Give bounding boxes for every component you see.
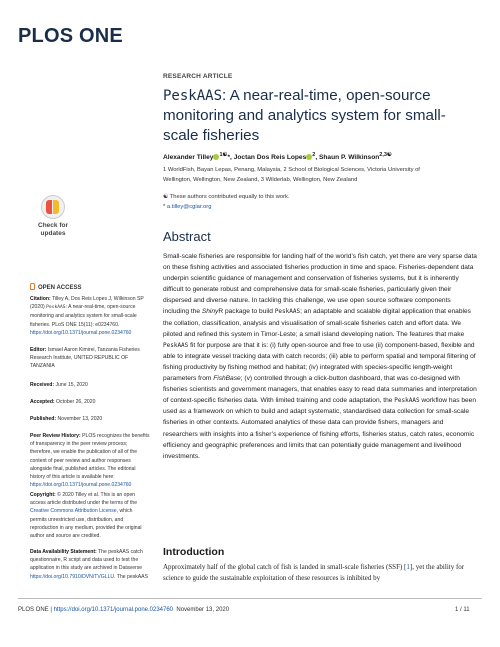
data-availability-block bbox=[30, 548, 150, 581]
citation-text: : A near-real-time, open-source monitoring and analytics system for small-scale fisheries. PLoS ONE 15(11): e0234760. bbox=[30, 304, 137, 328]
corresponding-marker: * bbox=[163, 203, 167, 210]
article-type: RESEARCH ARTICLE bbox=[163, 73, 233, 80]
received-date bbox=[30, 381, 150, 389]
intro-span: ], yet the ability for science to guide the sustainable exploitation of these resources is inhibited by bbox=[163, 563, 465, 582]
peer-review-text: PLOS recognizes the benefits of transparency in the peer review process; therefore, we enable the publication of all of the content of peer review and author responses alongside final, published articles. The editorial history of this article is available here: bbox=[30, 433, 150, 481]
reference-link[interactable]: 1 bbox=[406, 563, 410, 571]
abstract-span: Small-scale fisheries are responsible for landing half of the world’s fish catch, yet there are very sparse data on these fishing activities and associated fisheries production in time and space. Fisheries-dependent data underpin scientific guidance of management and conservation of fisheries systems, but it is inherently difficult to generate robust and comprehensive data for small-scale fisheries, particularly given their dispersed and diverse nature. In tackling this challenge, we use open source software components including the bbox=[163, 253, 477, 316]
peer-review-block bbox=[30, 432, 150, 489]
check-for-updates-badge[interactable] bbox=[32, 195, 74, 243]
citation-doi-link[interactable]: https://doi.org/10.1371/journal.pone.0234760 bbox=[30, 329, 132, 336]
email-link[interactable]: a.tilley@cgiar.org bbox=[166, 203, 212, 210]
author-name[interactable]: Shaun P. Wilkinson bbox=[319, 154, 380, 162]
title-software-name: PeskAAS bbox=[163, 88, 223, 104]
abstract-software-name: PeskAAS bbox=[163, 341, 189, 349]
abstract-italic: FishBase bbox=[213, 375, 241, 383]
intro-span: Approximately half of the global catch of fish is landed in small-scale fisheries (SSF) [ bbox=[163, 563, 407, 571]
author-affiliation-marker: 1☯ bbox=[219, 152, 228, 158]
editor-label: Editor: bbox=[30, 347, 47, 353]
introduction-text bbox=[163, 562, 477, 584]
journal-logo[interactable]: PLOS ONE bbox=[18, 25, 123, 47]
footer-date: November 13, 2020 bbox=[176, 607, 230, 613]
affiliation-line: 1 WorldFish, Bayan Lepas, Penang, Malaysia, 2 School of Biological Sciences, Victoria University of bbox=[163, 167, 420, 173]
author-name[interactable]: Joctan Dos Reis Lopes bbox=[233, 154, 307, 162]
copyright-block bbox=[30, 491, 150, 540]
affiliations bbox=[163, 166, 463, 186]
accepted-label: Accepted: bbox=[30, 399, 55, 405]
affiliation-line: Wellington, Wellington, New Zealand, 3 Wilderlab, Wellington, New Zealand bbox=[163, 176, 358, 183]
correspondence bbox=[163, 203, 463, 213]
published-date bbox=[30, 415, 150, 423]
citation-software-name: PeskAAS bbox=[46, 305, 66, 311]
abstract-span: workflow has been used as a framework on which to build and adapt systematic, standardised data collection for small-scale fisheries in other contexts. Automated analytics of these data can provide fishers, managers and researchers with insights into a fisher’s experience of fishing efforts, fisheries status, catch rates, economic efficiency and geographic preferences and limits that can potentially guide management and livelihood investments. bbox=[163, 397, 477, 460]
footer-doi-link[interactable]: https://doi.org/10.1371/journal.pone.0234760 bbox=[53, 607, 174, 613]
published-label: Published: bbox=[30, 416, 57, 422]
introduction-heading: Introduction bbox=[163, 546, 225, 558]
citation-text: Tilley A, Dos Reis Lopes J, Wilkinson SP (2020) bbox=[30, 296, 144, 311]
abstract-heading: Abstract bbox=[163, 229, 211, 244]
check-for-updates-icon bbox=[41, 195, 65, 219]
badge-label-line: Check for bbox=[38, 222, 68, 229]
abstract-span: R package to build bbox=[218, 308, 275, 316]
copyright-text: © 2020 Tilley et al. This is an open access article distributed under the terms of the bbox=[30, 492, 138, 507]
abstract-italic: Shiny bbox=[201, 308, 219, 316]
editor-block bbox=[30, 346, 150, 371]
accepted-value: October 26, 2020 bbox=[54, 399, 96, 405]
footer-divider bbox=[18, 598, 482, 599]
data-availability-label: Data Availability Statement: bbox=[30, 549, 97, 555]
open-lock-icon bbox=[30, 283, 35, 290]
page-number: 1 / 11 bbox=[455, 607, 470, 613]
received-label: Received: bbox=[30, 382, 55, 388]
corresponding-marker: *, bbox=[227, 154, 234, 162]
data-availability-text: . The peskAAS bbox=[114, 573, 148, 580]
author-affiliation-marker: 2,3☯ bbox=[379, 152, 392, 158]
copyright-text: , which permits unrestricted use, distribution, and reproduction in any medium, provided the original author and source are credited. bbox=[30, 508, 142, 540]
citation-block bbox=[30, 295, 150, 337]
title-text: : A near-real-time, open-source monitoring and analytics system for small-scale fisheries bbox=[163, 87, 446, 144]
citation-label: Citation: bbox=[30, 296, 51, 302]
abstract-span: ; an adaptable and scalable digital application that enables the collation, classification, analysis and visualisation of small-scale fisheries catch and effort data. We piloted and refined this system in Timor-Leste; a small island developing nation. The features that make bbox=[163, 308, 471, 338]
badge-label-line: updates bbox=[40, 229, 66, 237]
author-list bbox=[163, 152, 392, 161]
accepted-date bbox=[30, 398, 150, 406]
published-value: November 13, 2020 bbox=[56, 416, 103, 422]
peer-review-link[interactable]: https://doi.org/10.1371/journal.pone.0234760 bbox=[30, 482, 132, 489]
footer-info bbox=[18, 607, 229, 613]
editor-text: Ismael Aaron Kimirei, Tanzania Fisheries Research Institute, UNITED REPUBLIC OF TANZANIA bbox=[30, 347, 140, 370]
abstract-software-name: PeskAAS bbox=[394, 397, 420, 405]
license-link[interactable]: Creative Commons Attribution License bbox=[30, 508, 117, 515]
open-access-text: OPEN ACCESS bbox=[38, 285, 82, 291]
copyright-label: Copyright: bbox=[30, 492, 56, 498]
author-notes bbox=[163, 193, 463, 213]
abstract-span: ; (v) controlled through a click-button dashboard, that was co-designed with fisheries scientists and government managers, that enables easy to read data summaries and interpretation of context-specific fisheries data. With limited training and code adaptation, the bbox=[163, 375, 477, 405]
author-name[interactable]: Alexander Tilley bbox=[163, 154, 214, 162]
abstract-span: fit for purpose are that it is: (i) fully open-source and free to use (ii) component-based, flexible and able to integrate vessel tracking data with catch records; (iii) able to perform spatial and temporal filtering of fishing productivity by fishing method and habitat; (iv) integrated with species-specific length-weight parameters from bbox=[163, 341, 476, 383]
footer-separator: | bbox=[48, 607, 54, 613]
badge-label bbox=[32, 222, 74, 237]
data-availability-text: The peskAAS catch questionnaire, R script and data used to test the application in this study are archived in Dataverse bbox=[30, 549, 143, 572]
abstract-software-name: PeskAAS bbox=[274, 308, 301, 316]
dataverse-link[interactable]: https://doi.org/10.7910/DVN/TVGLLU bbox=[30, 573, 115, 580]
footer-journal: PLOS ONE bbox=[18, 607, 49, 613]
contribution-note: ☯ These authors contributed equally to this work. bbox=[163, 194, 290, 200]
received-value: June 15, 2020 bbox=[54, 382, 88, 388]
author-affiliation-marker: 2 bbox=[312, 152, 316, 158]
article-title bbox=[163, 86, 478, 146]
author-separator: , bbox=[315, 154, 319, 162]
peer-review-label: Peer Review History: bbox=[30, 433, 81, 439]
open-access-label bbox=[30, 283, 81, 291]
abstract-text bbox=[163, 251, 477, 462]
